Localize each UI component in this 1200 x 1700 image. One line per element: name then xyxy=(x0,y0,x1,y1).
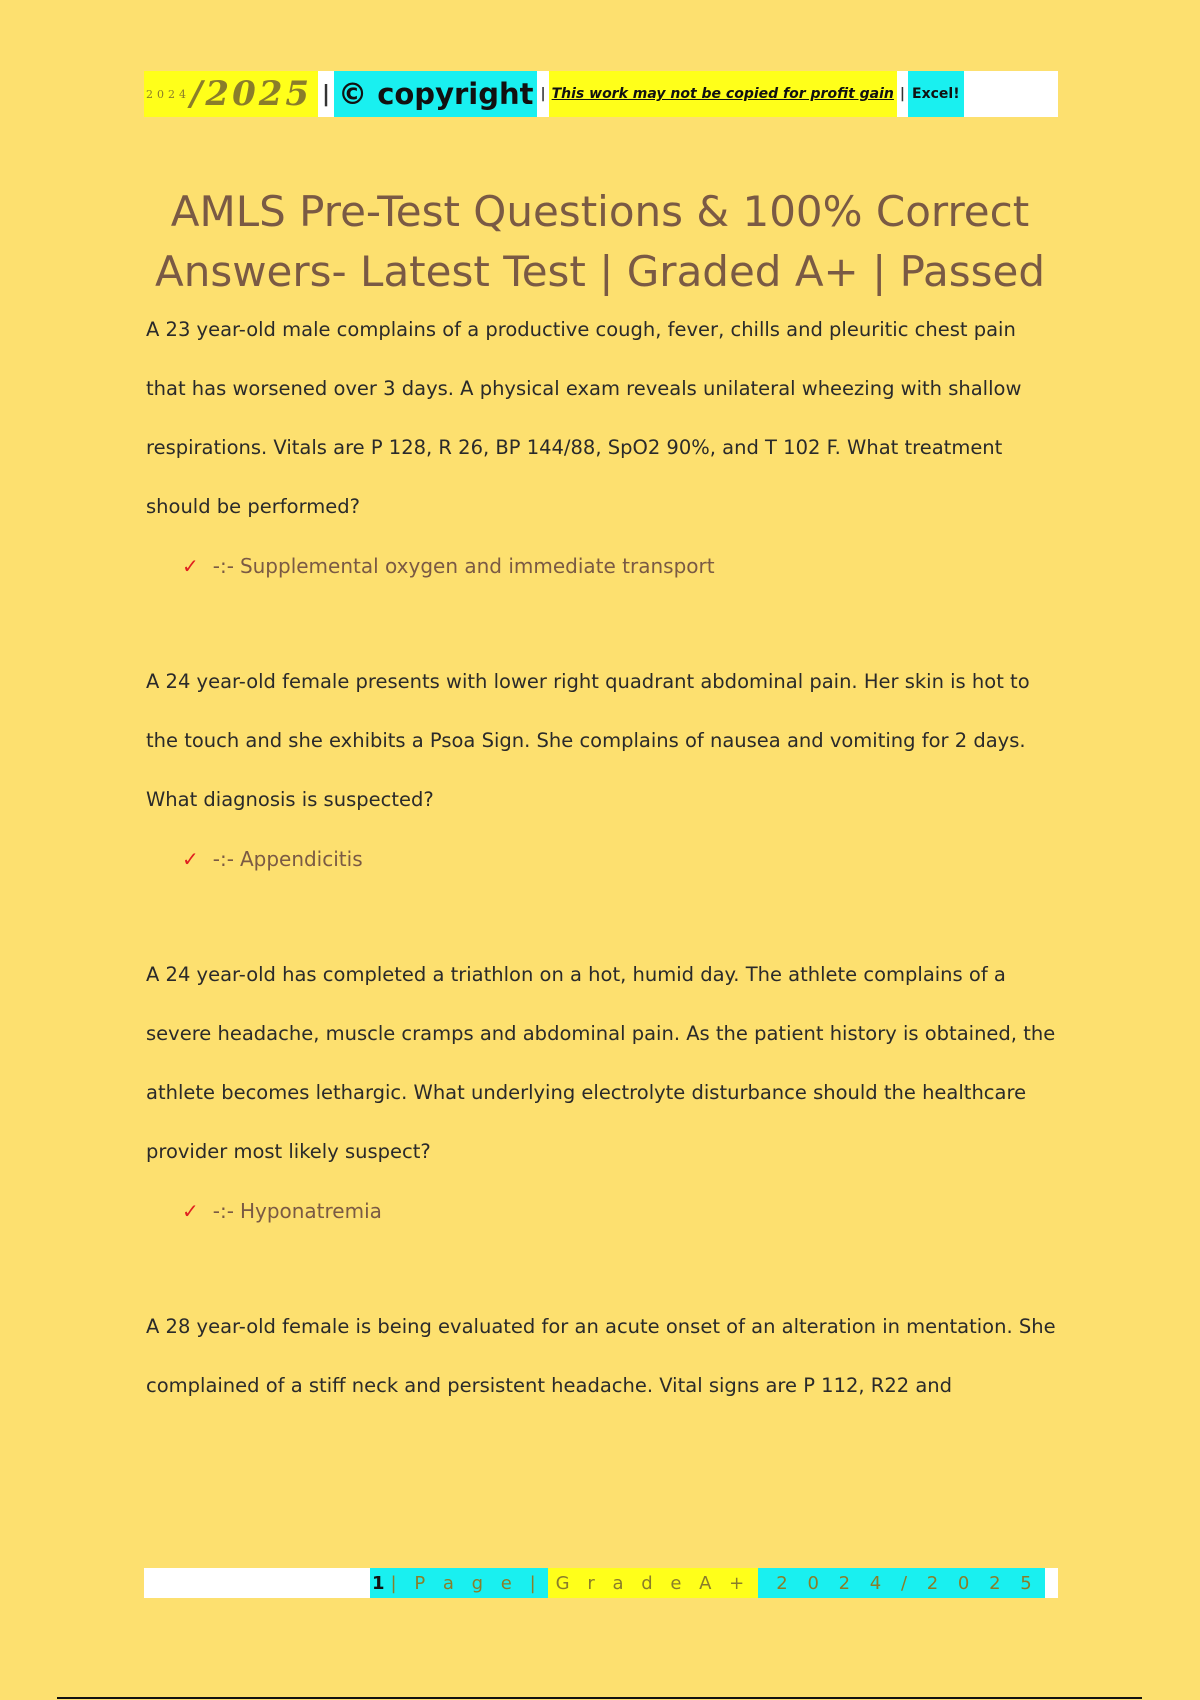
qa-item xyxy=(146,945,1058,1223)
header-separator: | xyxy=(540,86,546,102)
title-line-2: Answers- Latest Test | Graded A+ | Passed xyxy=(154,247,1046,296)
header-year xyxy=(144,71,318,117)
header-year-big: /2025 xyxy=(190,74,313,114)
question-text: A 24 year-old has completed a triathlon on a hot, humid day. The athlete complains of a severe headache, muscle cramps and abdominal pain. As the patient history is obtained, the athlete becomes lethargic. What underlying electrolyte disturbance should the healthcare provider most likely suspect? xyxy=(146,963,1056,1163)
footer-grade: G r a d e A + xyxy=(548,1568,759,1598)
qa-list xyxy=(146,300,1058,1489)
answer-text: Hyponatremia xyxy=(239,1199,382,1223)
checkmark-icon: ✓ xyxy=(182,1199,199,1223)
checkmark-icon: ✓ xyxy=(182,847,199,871)
footer-bar xyxy=(144,1568,1058,1598)
footer-content xyxy=(370,1568,1045,1598)
page-label: | P a g e | xyxy=(387,1568,548,1598)
footer-year: 2 0 2 4 / 2 0 2 5 xyxy=(758,1568,1044,1598)
qa-item xyxy=(146,652,1058,871)
question-text: A 24 year-old female presents with lower right quadrant abdominal pain. Her skin is hot to the touch and she exhibits a Psoa Sign. She complains of nausea and vomiting for 2 days. What diagnosis is suspected? xyxy=(146,670,1030,811)
header-copyright: © copyright xyxy=(334,71,537,117)
header-separator: | xyxy=(322,81,331,107)
header-copy-notice: This work may not be copied for profit gain xyxy=(549,71,897,117)
answer-row xyxy=(182,554,1058,578)
header-year-small: 2024 xyxy=(146,87,190,101)
answer-prefix: -:- xyxy=(212,847,234,871)
answer-prefix: -:- xyxy=(212,554,234,578)
question-text: A 23 year-old male complains of a productive cough, fever, chills and pleuritic chest pain that has worsened over 3 days. A physical exam reveals unilateral wheezing with shallow respirations. Vitals are P 128, R 26, BP 144/88, SpO2 90%, and T 102 F. What treatment should be performed? xyxy=(146,318,1022,518)
answer-prefix: -:- xyxy=(212,1199,234,1223)
qa-item xyxy=(146,300,1058,578)
answer-row xyxy=(182,847,1058,871)
header-excel-label: Excel! xyxy=(908,71,964,117)
bottom-divider xyxy=(57,1697,1142,1699)
document-title xyxy=(120,182,1080,302)
header-bar xyxy=(144,71,1058,117)
answer-text: Supplemental oxygen and immediate transport xyxy=(239,554,715,578)
page-number: 1 xyxy=(370,1568,387,1598)
answer-text: Appendicitis xyxy=(239,847,363,871)
question-text: A 28 year-old female is being evaluated for an acute onset of an alteration in mentation. She complained of a stiff neck and persistent headache. Vital signs are P 112, R22 and xyxy=(146,1315,1056,1397)
qa-item-partial xyxy=(146,1297,1058,1415)
checkmark-icon: ✓ xyxy=(182,554,199,578)
header-separator: | xyxy=(899,86,906,102)
title-line-1: AMLS Pre-Test Questions & 100% Correct xyxy=(170,187,1030,236)
answer-row xyxy=(182,1199,1058,1223)
